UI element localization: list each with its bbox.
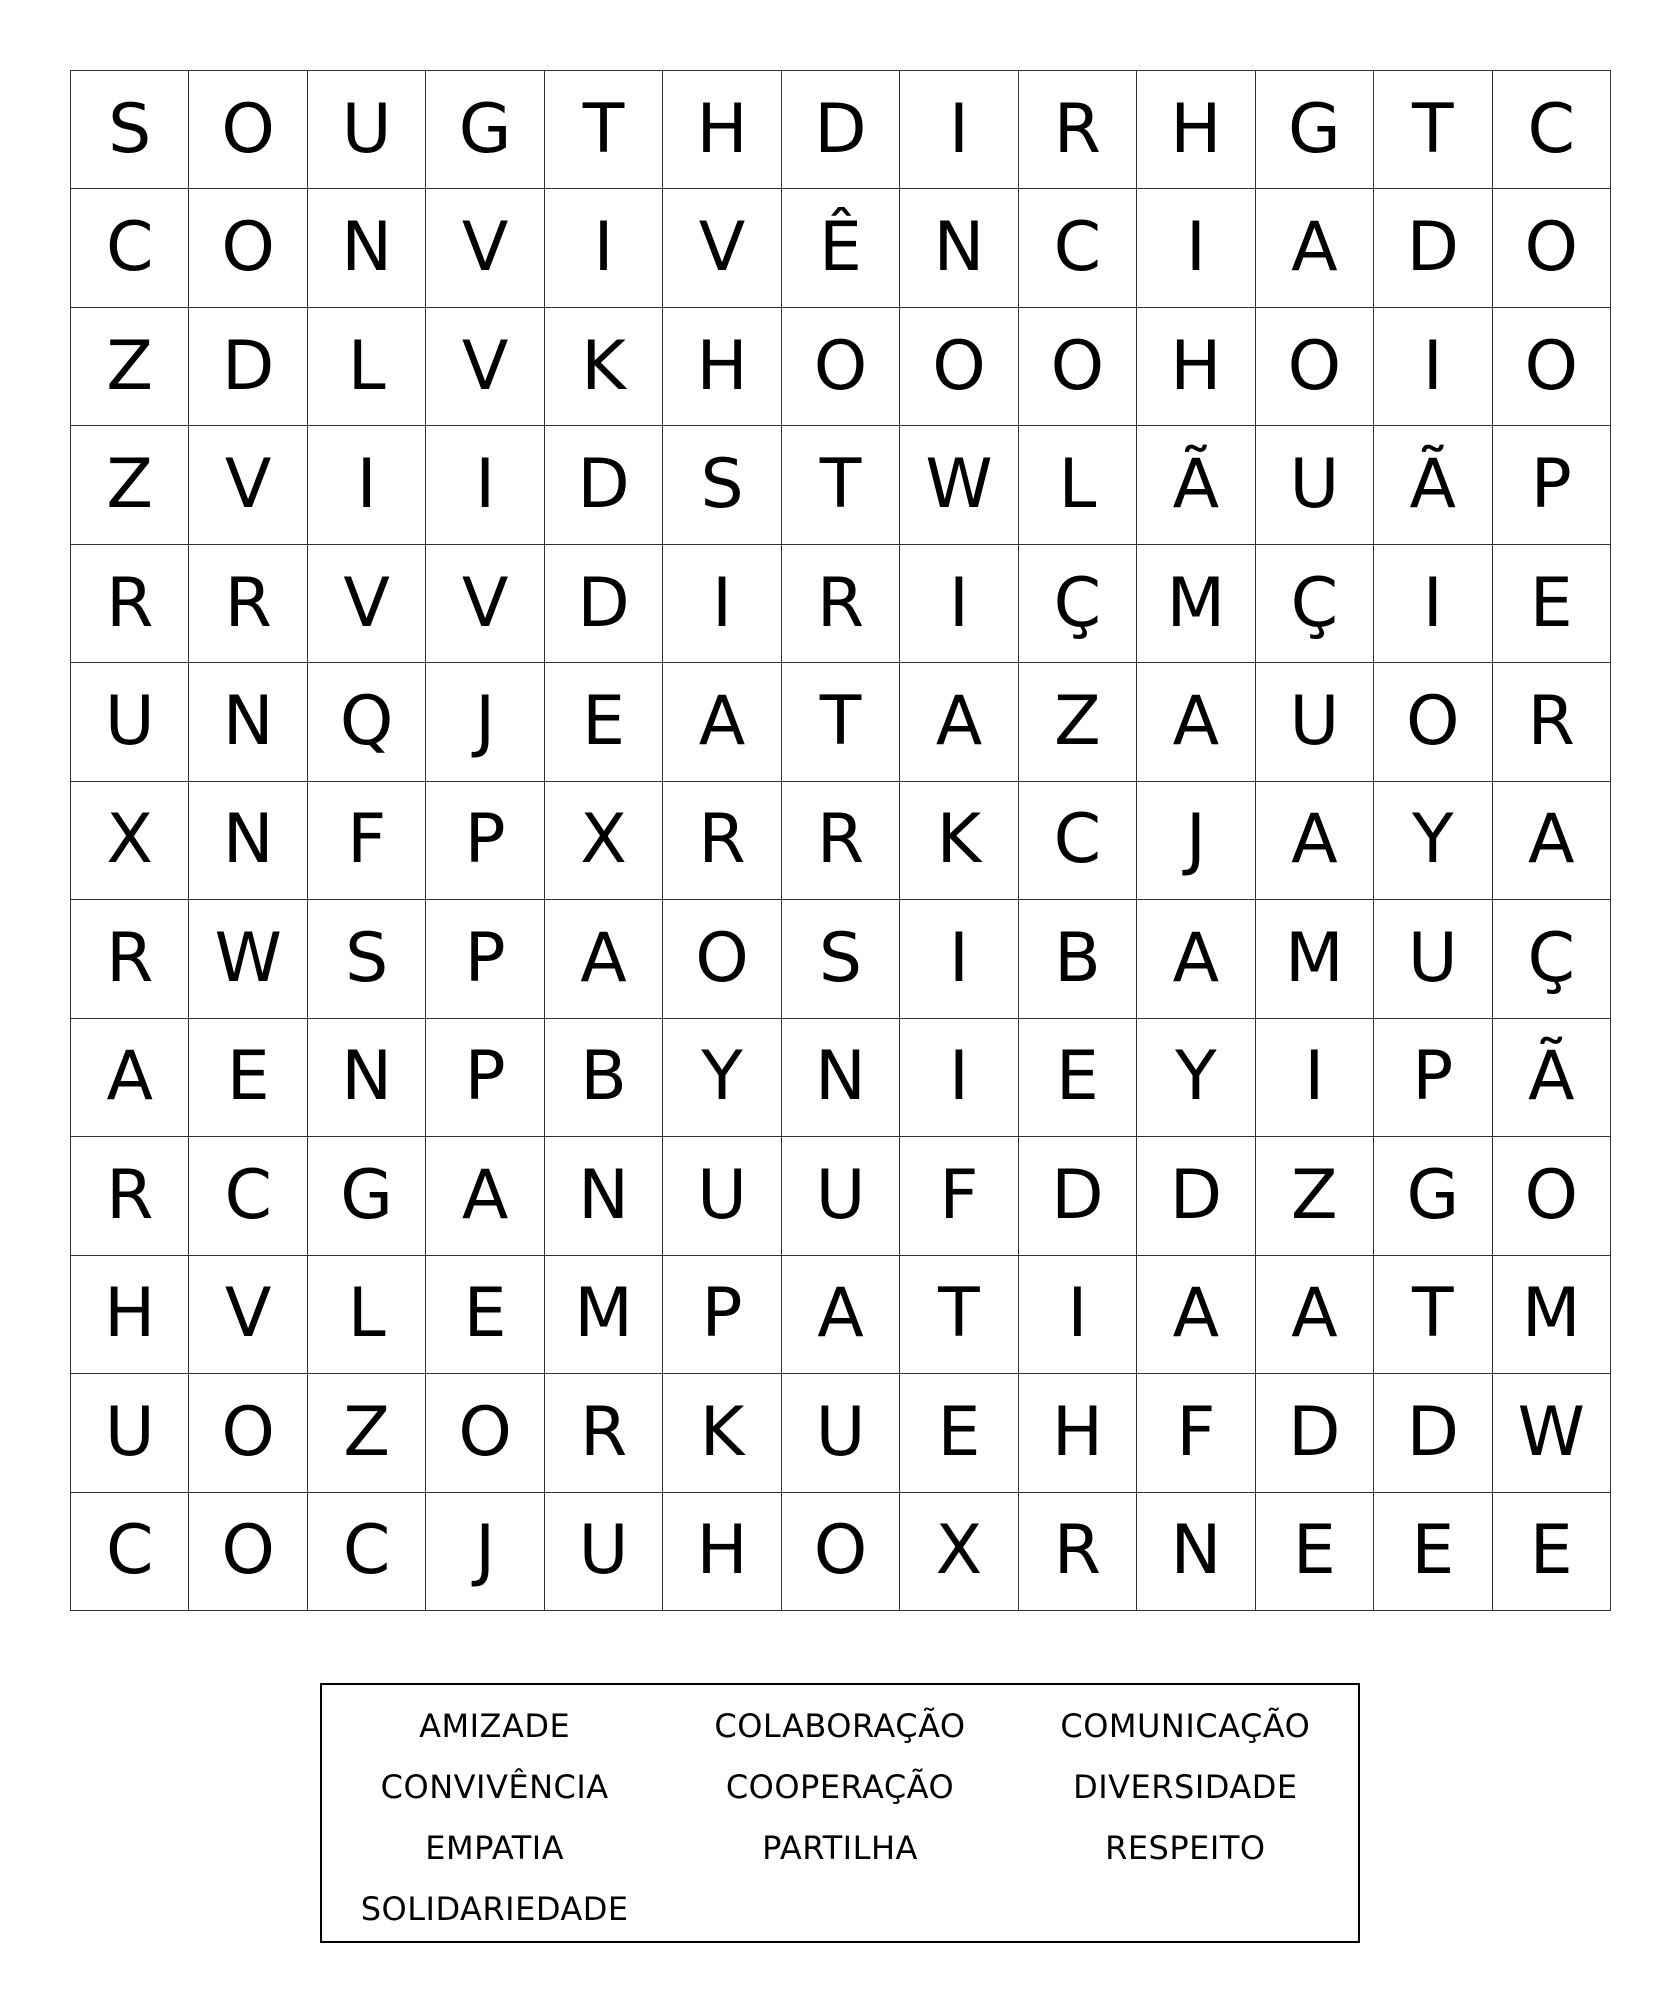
- grid-cell[interactable]: B: [1019, 900, 1137, 1018]
- grid-cell[interactable]: A: [1137, 663, 1255, 781]
- grid-cell[interactable]: R: [71, 1137, 189, 1255]
- grid-cell[interactable]: Ç: [1256, 545, 1374, 663]
- grid-cell[interactable]: I: [900, 545, 1018, 663]
- grid-cell[interactable]: R: [1019, 71, 1137, 189]
- grid-cell[interactable]: I: [900, 1019, 1018, 1137]
- grid-cell[interactable]: L: [308, 1256, 426, 1374]
- grid-cell[interactable]: H: [71, 1256, 189, 1374]
- grid-cell[interactable]: Z: [1256, 1137, 1374, 1255]
- grid-cell[interactable]: O: [1493, 308, 1611, 426]
- grid-cell[interactable]: A: [1256, 782, 1374, 900]
- word-list-item: EMPATIA: [425, 1829, 565, 1867]
- grid-cell[interactable]: X: [900, 1493, 1018, 1611]
- grid-cell[interactable]: U: [71, 663, 189, 781]
- grid-cell[interactable]: I: [308, 426, 426, 544]
- grid-cell[interactable]: Y: [663, 1019, 781, 1137]
- grid-cell[interactable]: V: [663, 189, 781, 307]
- grid-cell[interactable]: G: [426, 71, 544, 189]
- grid-cell[interactable]: R: [782, 545, 900, 663]
- grid-cell[interactable]: Ã: [1137, 426, 1255, 544]
- word-list-item: COOPERAÇÃO: [725, 1768, 955, 1806]
- grid-cell[interactable]: U: [1256, 663, 1374, 781]
- grid-cell[interactable]: I: [1256, 1019, 1374, 1137]
- grid-cell[interactable]: M: [1137, 545, 1255, 663]
- grid-cell[interactable]: R: [71, 545, 189, 663]
- grid-cell[interactable]: N: [1137, 1493, 1255, 1611]
- grid-cell[interactable]: U: [782, 1374, 900, 1492]
- grid-cell[interactable]: A: [900, 663, 1018, 781]
- grid-cell[interactable]: O: [782, 308, 900, 426]
- grid-cell[interactable]: D: [545, 426, 663, 544]
- grid-cell[interactable]: U: [663, 1137, 781, 1255]
- grid-cell[interactable]: M: [545, 1256, 663, 1374]
- grid-cell[interactable]: O: [663, 900, 781, 1018]
- grid-cell[interactable]: E: [545, 663, 663, 781]
- grid-cell[interactable]: L: [1019, 426, 1137, 544]
- grid-cell[interactable]: E: [1256, 1493, 1374, 1611]
- grid-cell[interactable]: D: [1374, 189, 1492, 307]
- grid-cell[interactable]: E: [900, 1374, 1018, 1492]
- grid-cell[interactable]: H: [663, 1493, 781, 1611]
- grid-cell[interactable]: V: [189, 1256, 307, 1374]
- grid-cell[interactable]: H: [663, 71, 781, 189]
- grid-cell[interactable]: G: [1374, 1137, 1492, 1255]
- grid-cell[interactable]: X: [545, 782, 663, 900]
- grid-cell[interactable]: N: [782, 1019, 900, 1137]
- grid-cell[interactable]: I: [663, 545, 781, 663]
- grid-cell[interactable]: V: [308, 545, 426, 663]
- word-list-item: COLABORAÇÃO: [714, 1707, 966, 1745]
- grid-cell[interactable]: I: [1374, 308, 1492, 426]
- grid-cell[interactable]: H: [1137, 308, 1255, 426]
- grid-cell[interactable]: A: [782, 1256, 900, 1374]
- grid-cell[interactable]: U: [545, 1493, 663, 1611]
- grid-cell[interactable]: A: [71, 1019, 189, 1137]
- grid-cell[interactable]: D: [1256, 1374, 1374, 1492]
- grid-cell[interactable]: U: [71, 1374, 189, 1492]
- grid-cell[interactable]: W: [900, 426, 1018, 544]
- grid-cell[interactable]: Ã: [1493, 1019, 1611, 1137]
- grid-cell[interactable]: W: [189, 900, 307, 1018]
- grid-cell[interactable]: B: [545, 1019, 663, 1137]
- grid-cell[interactable]: D: [1374, 1374, 1492, 1492]
- grid-cell[interactable]: O: [782, 1493, 900, 1611]
- word-list-item: RESPEITO: [1105, 1829, 1266, 1867]
- grid-cell[interactable]: Ê: [782, 189, 900, 307]
- grid-cell[interactable]: A: [1137, 1256, 1255, 1374]
- grid-cell[interactable]: N: [545, 1137, 663, 1255]
- grid-cell[interactable]: I: [1019, 1256, 1137, 1374]
- word-list-item: CONVIVÊNCIA: [380, 1768, 609, 1806]
- grid-cell[interactable]: G: [1256, 71, 1374, 189]
- grid-cell[interactable]: I: [426, 426, 544, 544]
- grid-cell[interactable]: R: [663, 782, 781, 900]
- grid-cell[interactable]: D: [545, 545, 663, 663]
- grid-cell[interactable]: H: [1137, 71, 1255, 189]
- grid-cell[interactable]: C: [1019, 782, 1137, 900]
- grid-cell[interactable]: O: [426, 1374, 544, 1492]
- grid-cell[interactable]: J: [426, 1493, 544, 1611]
- grid-cell[interactable]: A: [426, 1137, 544, 1255]
- grid-cell[interactable]: R: [545, 1374, 663, 1492]
- grid-cell[interactable]: R: [1019, 1493, 1137, 1611]
- grid-cell[interactable]: A: [1256, 189, 1374, 307]
- grid-cell[interactable]: N: [900, 189, 1018, 307]
- grid-cell[interactable]: E: [1019, 1019, 1137, 1137]
- grid-cell[interactable]: I: [1374, 545, 1492, 663]
- grid-cell[interactable]: R: [71, 900, 189, 1018]
- grid-cell[interactable]: Z: [71, 426, 189, 544]
- grid-cell[interactable]: U: [308, 71, 426, 189]
- grid-cell[interactable]: F: [1137, 1374, 1255, 1492]
- grid-cell[interactable]: Y: [1137, 1019, 1255, 1137]
- grid-cell[interactable]: A: [1493, 782, 1611, 900]
- grid-cell[interactable]: Ç: [1493, 900, 1611, 1018]
- grid-cell[interactable]: U: [782, 1137, 900, 1255]
- grid-cell[interactable]: T: [545, 71, 663, 189]
- grid-cell[interactable]: U: [1374, 900, 1492, 1018]
- grid-cell[interactable]: V: [426, 189, 544, 307]
- grid-cell[interactable]: R: [189, 545, 307, 663]
- grid-cell[interactable]: F: [308, 782, 426, 900]
- grid-cell[interactable]: E: [1374, 1493, 1492, 1611]
- grid-cell[interactable]: Y: [1374, 782, 1492, 900]
- word-list-item: AMIZADE: [419, 1707, 571, 1745]
- grid-cell[interactable]: C: [71, 189, 189, 307]
- grid-cell[interactable]: E: [189, 1019, 307, 1137]
- grid-cell[interactable]: P: [1374, 1019, 1492, 1137]
- grid-cell[interactable]: Z: [71, 308, 189, 426]
- grid-cell[interactable]: I: [900, 900, 1018, 1018]
- grid-cell[interactable]: S: [71, 71, 189, 189]
- grid-cell[interactable]: X: [71, 782, 189, 900]
- grid-cell[interactable]: T: [782, 663, 900, 781]
- grid-cell[interactable]: Ã: [1374, 426, 1492, 544]
- grid-cell[interactable]: R: [782, 782, 900, 900]
- word-list-item: PARTILHA: [762, 1829, 918, 1867]
- grid-cell[interactable]: Z: [1019, 663, 1137, 781]
- word-list-item: COMUNICAÇÃO: [1060, 1707, 1311, 1745]
- grid-cell[interactable]: O: [189, 189, 307, 307]
- grid-cell[interactable]: I: [900, 71, 1018, 189]
- grid-cell[interactable]: O: [1374, 663, 1492, 781]
- grid-cell[interactable]: K: [900, 782, 1018, 900]
- grid-cell[interactable]: D: [1137, 1137, 1255, 1255]
- grid-cell[interactable]: C: [189, 1137, 307, 1255]
- grid-cell[interactable]: K: [663, 1374, 781, 1492]
- word-list-item: SOLIDARIEDADE: [360, 1890, 629, 1928]
- grid-cell[interactable]: I: [545, 189, 663, 307]
- grid-cell[interactable]: C: [308, 1493, 426, 1611]
- grid-cell[interactable]: E: [1493, 1493, 1611, 1611]
- grid-cell[interactable]: E: [426, 1256, 544, 1374]
- grid-cell[interactable]: T: [1374, 1256, 1492, 1374]
- grid-cell[interactable]: O: [189, 71, 307, 189]
- grid-cell[interactable]: J: [1137, 782, 1255, 900]
- grid-cell[interactable]: U: [1256, 426, 1374, 544]
- grid-cell[interactable]: T: [900, 1256, 1018, 1374]
- grid-cell[interactable]: L: [308, 308, 426, 426]
- grid-cell[interactable]: C: [1493, 71, 1611, 189]
- grid-cell[interactable]: K: [545, 308, 663, 426]
- letter-grid: [70, 70, 1611, 1611]
- grid-cell[interactable]: O: [1019, 308, 1137, 426]
- grid-cell[interactable]: O: [1493, 1137, 1611, 1255]
- grid-cell[interactable]: O: [1493, 189, 1611, 307]
- grid-cell[interactable]: V: [189, 426, 307, 544]
- grid-cell[interactable]: S: [782, 900, 900, 1018]
- grid-cell[interactable]: D: [782, 71, 900, 189]
- grid-cell[interactable]: V: [426, 545, 544, 663]
- grid-cell[interactable]: M: [1256, 900, 1374, 1018]
- grid-cell[interactable]: S: [308, 900, 426, 1018]
- grid-cell[interactable]: M: [1493, 1256, 1611, 1374]
- grid-cell[interactable]: A: [663, 663, 781, 781]
- grid-cell[interactable]: P: [426, 900, 544, 1018]
- grid-cell[interactable]: P: [426, 1019, 544, 1137]
- grid-cell[interactable]: J: [426, 663, 544, 781]
- grid-cell[interactable]: D: [1019, 1137, 1137, 1255]
- word-list: [320, 1683, 1360, 1943]
- grid-cell[interactable]: Ç: [1019, 545, 1137, 663]
- grid-cell[interactable]: N: [308, 189, 426, 307]
- grid-cell[interactable]: P: [663, 1256, 781, 1374]
- grid-cell[interactable]: O: [189, 1374, 307, 1492]
- grid-cell[interactable]: C: [1019, 189, 1137, 307]
- grid-cell[interactable]: H: [1019, 1374, 1137, 1492]
- grid-cell[interactable]: I: [1137, 189, 1255, 307]
- grid-cell[interactable]: C: [71, 1493, 189, 1611]
- grid-cell[interactable]: A: [1256, 1256, 1374, 1374]
- grid-cell[interactable]: T: [782, 426, 900, 544]
- grid-cell[interactable]: R: [1493, 663, 1611, 781]
- grid-cell[interactable]: H: [663, 308, 781, 426]
- grid-cell[interactable]: P: [426, 782, 544, 900]
- grid-cell[interactable]: N: [189, 782, 307, 900]
- grid-cell[interactable]: A: [1137, 900, 1255, 1018]
- grid-cell[interactable]: A: [545, 900, 663, 1018]
- grid-cell[interactable]: N: [189, 663, 307, 781]
- grid-cell[interactable]: P: [1493, 426, 1611, 544]
- grid-cell[interactable]: F: [900, 1137, 1018, 1255]
- grid-cell[interactable]: T: [1374, 71, 1492, 189]
- grid-cell[interactable]: S: [663, 426, 781, 544]
- grid-cell[interactable]: W: [1493, 1374, 1611, 1492]
- grid-cell[interactable]: Q: [308, 663, 426, 781]
- grid-cell[interactable]: Z: [308, 1374, 426, 1492]
- grid-cell[interactable]: D: [189, 308, 307, 426]
- grid-cell[interactable]: O: [1256, 308, 1374, 426]
- grid-cell[interactable]: O: [189, 1493, 307, 1611]
- grid-cell[interactable]: G: [308, 1137, 426, 1255]
- grid-cell[interactable]: V: [426, 308, 544, 426]
- word-list-item: DIVERSIDADE: [1073, 1768, 1298, 1806]
- grid-cell[interactable]: N: [308, 1019, 426, 1137]
- grid-cell[interactable]: E: [1493, 545, 1611, 663]
- grid-cell[interactable]: O: [900, 308, 1018, 426]
